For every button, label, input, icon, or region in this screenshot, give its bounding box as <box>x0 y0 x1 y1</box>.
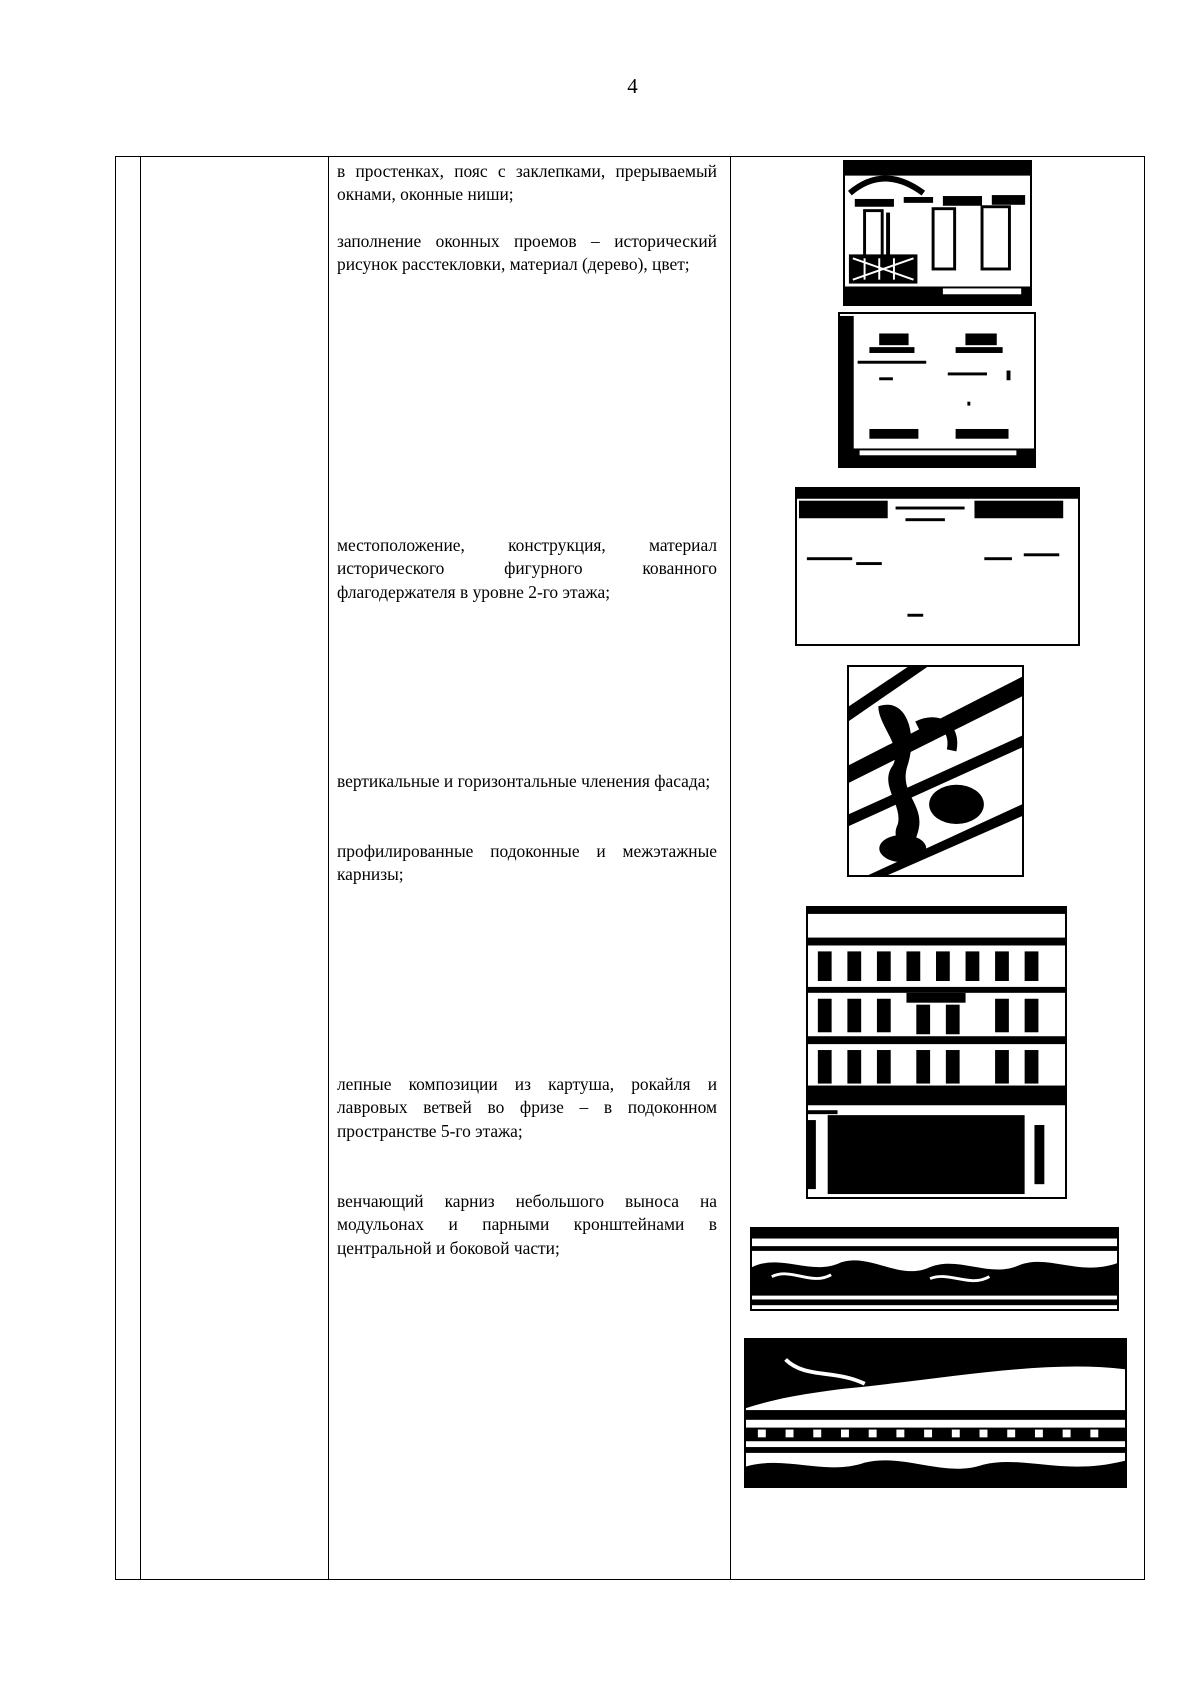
window-with-balcony-photo <box>843 160 1032 306</box>
column-divider-2 <box>328 157 329 1579</box>
page-number: 4 <box>627 74 638 98</box>
paragraph-crowning-cornice: венчающий карниз небольшого выноса на модульонах и парными кронштейнами в центральной и боковой части; <box>337 1191 717 1258</box>
building-facade-photo <box>806 906 1067 1199</box>
crowning-cornice-photo <box>744 1338 1127 1488</box>
paragraph-stucco: лепные композиции из картуша, рокайля и лавровых ветвей во фризе – в подоконном пространстве 5-го этажа; <box>337 1074 717 1141</box>
facade-windows-photo <box>838 312 1036 468</box>
column-divider-3 <box>730 157 731 1579</box>
flag-holder-photo <box>847 665 1024 877</box>
column-divider-1 <box>140 157 141 1579</box>
paragraph-divisions: вертикальные и горизонтальные членения фасада; <box>337 771 711 791</box>
window-cornice-photo <box>795 487 1080 646</box>
paragraph-walls: в простенках, пояс с заклепками, прерываемый окнами, оконные ниши; <box>337 161 717 205</box>
paragraph-flag-holder: местоположение, конструкция, материал исторического фигурного кованного флагодержателя в уровне 2-го этажа; <box>337 535 717 602</box>
paragraph-cornices: профилированные подоконные и межэтажные карнизы; <box>337 841 717 885</box>
frieze-stucco-photo <box>750 1227 1119 1311</box>
paragraph-window-fill: заполнение оконных проемов – исторический рисунок расстекловки, материал (дерево), цвет; <box>337 231 717 275</box>
